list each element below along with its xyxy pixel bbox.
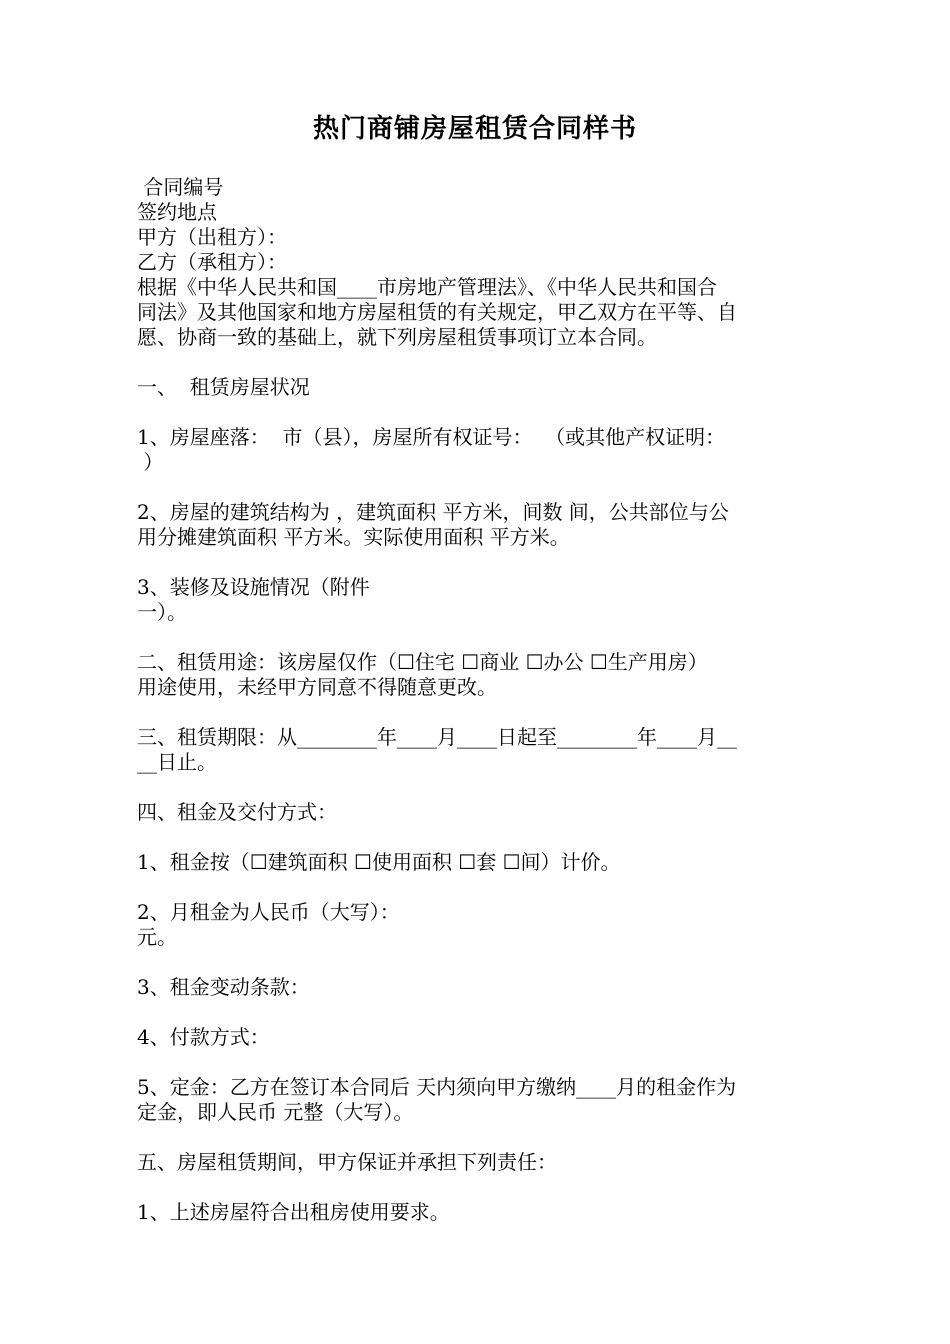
paragraph-gap: [137, 825, 817, 850]
paragraph-gap: [137, 350, 817, 375]
paragraph-gap: [137, 625, 817, 650]
text-line: 一）。: [137, 600, 187, 624]
text-line: 1、租金按（☐建筑面积 ☐使用面积 ☐套 ☐间）计价。: [137, 850, 621, 874]
text-line: 同法》及其他国家和地方房屋租赁的有关规定，甲乙双方在平等、自: [137, 300, 737, 324]
text-line: 乙方（承租方）：: [137, 250, 287, 274]
text-line: 3、租金变动条款：: [137, 975, 310, 999]
text-line: 愿、协商一致的基础上，就下列房屋租赁事项订立本合同。: [137, 325, 657, 349]
text-line: 签约地点: [137, 200, 217, 224]
paragraph-gap: [137, 550, 817, 575]
text-line: 4、付款方式：: [137, 1025, 270, 1049]
paragraph-gap: [137, 700, 817, 725]
text-line: 五、房屋租赁期间，甲方保证并承担下列责任：: [137, 1150, 557, 1174]
text-line: 用途使用，未经甲方同意不得随意更改。: [137, 675, 497, 699]
document-body: [137, 175, 817, 1225]
paragraph-gap: [137, 950, 817, 975]
paragraph-gap: [137, 875, 817, 900]
paragraph-gap: [137, 775, 817, 800]
text-line: 3、装修及设施情况（附件: [137, 575, 370, 599]
text-line: 合同编号: [137, 175, 224, 199]
text-line: 一、 租赁房屋状况: [137, 375, 310, 399]
text-line: 用分摊建筑面积 平方米。实际使用面积 平方米。: [137, 525, 570, 549]
text-line: 三、租赁期限：从________年____月____日起至________年____月__: [137, 725, 737, 749]
paragraph-gap: [137, 1175, 817, 1200]
paragraph-gap: [137, 1000, 817, 1025]
text-line: 1、上述房屋符合出租房使用要求。: [137, 1200, 450, 1224]
document-title: 热门商铺房屋租赁合同样书: [312, 114, 637, 144]
text-line: 2、月租金为人民币（大写）：: [137, 900, 400, 924]
text-line: __日止。: [137, 750, 217, 774]
text-line: 2、房屋的建筑结构为 ，建筑面积 平方米，间数 间，公共部位与公: [137, 500, 729, 524]
text-line: 定金，即人民币 元整（大写）。: [137, 1100, 414, 1124]
text-line: 5、定金：乙方在签订本合同后 天内须向甲方缴纳____月的租金作为: [137, 1075, 737, 1099]
text-line: 四、租金及交付方式：: [137, 800, 337, 824]
text-line: 元。: [137, 925, 177, 949]
paragraph-gap: [137, 1125, 817, 1150]
text-line: 二、租赁用途：该房屋仅作（☐住宅 ☐商业 ☐办公 ☐生产用房）: [137, 650, 708, 674]
text-line: ）: [137, 450, 164, 474]
paragraph-gap: [137, 475, 817, 500]
paragraph-gap: [137, 400, 817, 425]
text-line: 根据《中华人民共和国____市房地产管理法》、《中华人民共和国合: [137, 275, 717, 299]
paragraph-gap: [137, 1050, 817, 1075]
text-line: 甲方（出租方）：: [137, 225, 287, 249]
text-line: 1、房屋座落： 市（县），房屋所有权证号： （或其他产权证明：: [137, 425, 726, 449]
